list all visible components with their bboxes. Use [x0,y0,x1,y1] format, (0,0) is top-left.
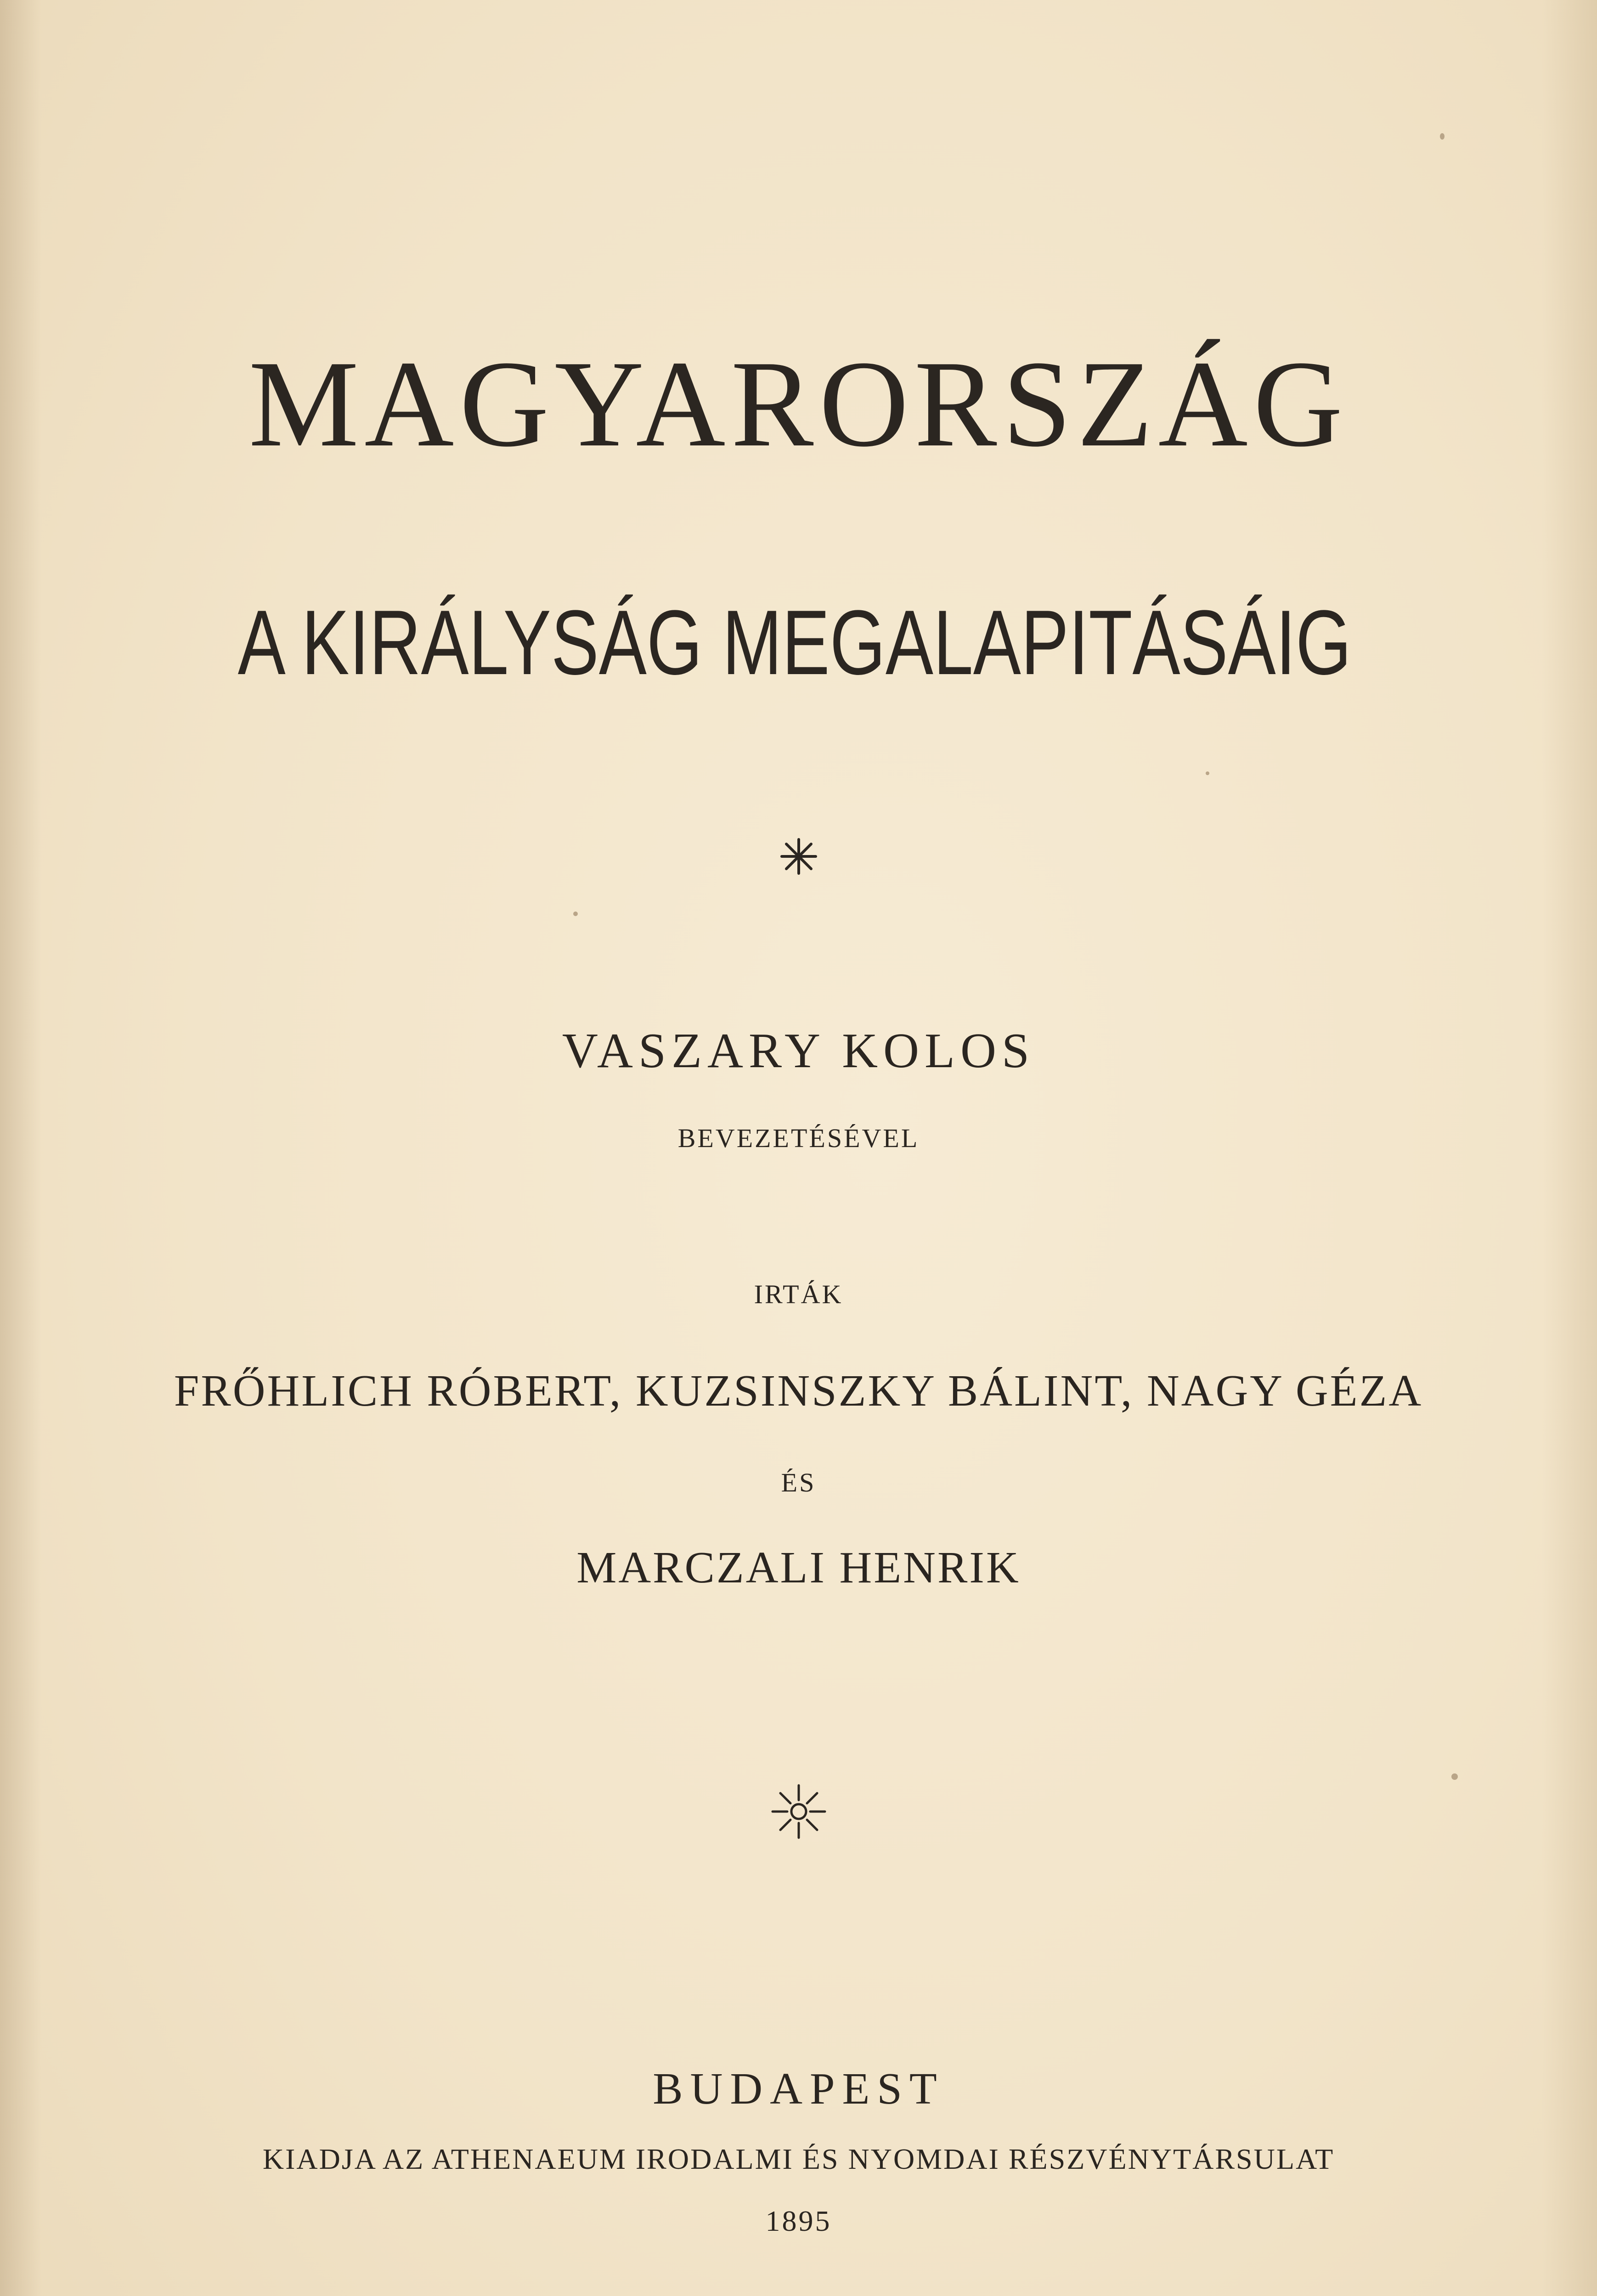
paper-speck [1440,133,1445,140]
book-subtitle: A KIRÁLYSÁG MEGALAPITÁSÁIG [237,591,1352,694]
asterisk-ornament-icon [0,836,1597,877]
written-by-label: IRTÁK [754,1279,843,1309]
introducer-note: BEVEZETÉSÉVEL [677,1123,920,1153]
authors-line: FRŐHLICH RÓBERT, KUZSINSZKY BÁLINT, NAGY GÉZA [174,1366,1423,1416]
publication-city: BUDAPEST [653,2064,944,2114]
conjunction: ÉS [781,1468,816,1497]
book-title: MAGYARORSZÁG [248,335,1349,473]
last-author: MARCZALI HENRIK [576,1543,1021,1593]
paper-speck [1451,1773,1458,1780]
sun-ornament-icon [0,1782,1597,1841]
publication-year: 1895 [765,2205,832,2237]
paper-speck [1206,771,1209,775]
publisher-line: KIADJA AZ ATHENAEUM IRODALMI ÉS NYOMDAI RÉSZVÉNYTÁRSULAT [262,2143,1335,2175]
paper-speck [573,912,578,916]
introducer-name: VASZARY KOLOS [562,1024,1035,1078]
